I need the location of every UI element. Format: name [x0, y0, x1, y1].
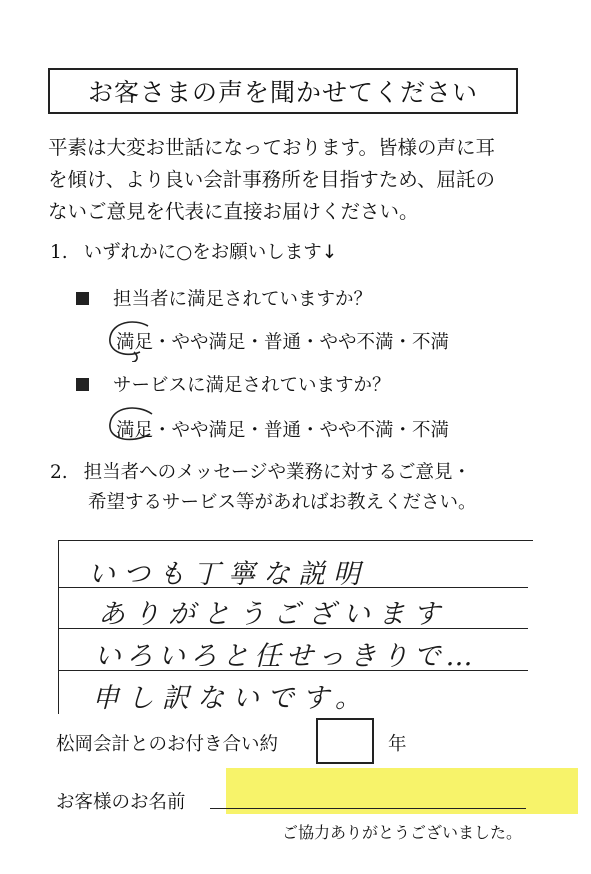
answer-circle-1-icon	[104, 318, 164, 362]
handwritten-line-3: いろいろと任せっきりで…	[94, 641, 478, 672]
years-label: 松岡会計とのお付き合い約	[56, 734, 279, 755]
section-1-number: 1.	[50, 242, 68, 263]
section-2-heading	[50, 458, 471, 484]
square-bullet-icon	[76, 378, 89, 391]
intro-line-3: ないご意見を代表に直接お届けください。	[48, 200, 419, 223]
thanks-text: ご協力ありがとうございました。	[282, 823, 523, 842]
intro-line-1: 平素は大変お世話になっております。皆様の声に耳	[48, 136, 495, 159]
intro-line-2: を傾け、より良い会計事務所を目指すため、屈託の	[48, 168, 495, 191]
handwritten-line-4: 申し訳ないです。	[92, 683, 370, 714]
question-2-options[interactable]: 満足・やや満足・普通・やや不満・不満	[116, 420, 450, 441]
question-1-options[interactable]: 満足・やや満足・普通・やや不満・不満	[116, 332, 450, 353]
section-2-number: 2.	[50, 462, 68, 483]
years-unit: 年	[388, 734, 407, 755]
question-1-label: 担当者に満足されていますか？	[113, 289, 373, 310]
name-field[interactable]	[210, 808, 526, 809]
handwritten-line-1: いつも丁寧な説明	[88, 559, 368, 590]
square-bullet-icon	[76, 292, 89, 305]
question-2	[76, 371, 391, 397]
section-1-heading	[50, 238, 337, 264]
section-2-line-2: 希望するサービス等があればお教えください。	[88, 492, 477, 513]
years-input[interactable]	[316, 718, 374, 764]
name-label: お客様のお名前	[56, 792, 186, 813]
handwritten-line-2: ありがとうございます	[98, 599, 448, 630]
question-1	[76, 285, 372, 311]
answer-circle-2-icon	[104, 404, 164, 446]
section-1-text: いずれかに○をお願いします↓	[83, 242, 338, 263]
section-2-line-1: 担当者へのメッセージや業務に対するご意見・	[83, 462, 472, 483]
question-2-label: サービスに満足されていますか？	[113, 375, 391, 396]
page-title: お客さまの声を聞かせてください	[48, 68, 518, 114]
